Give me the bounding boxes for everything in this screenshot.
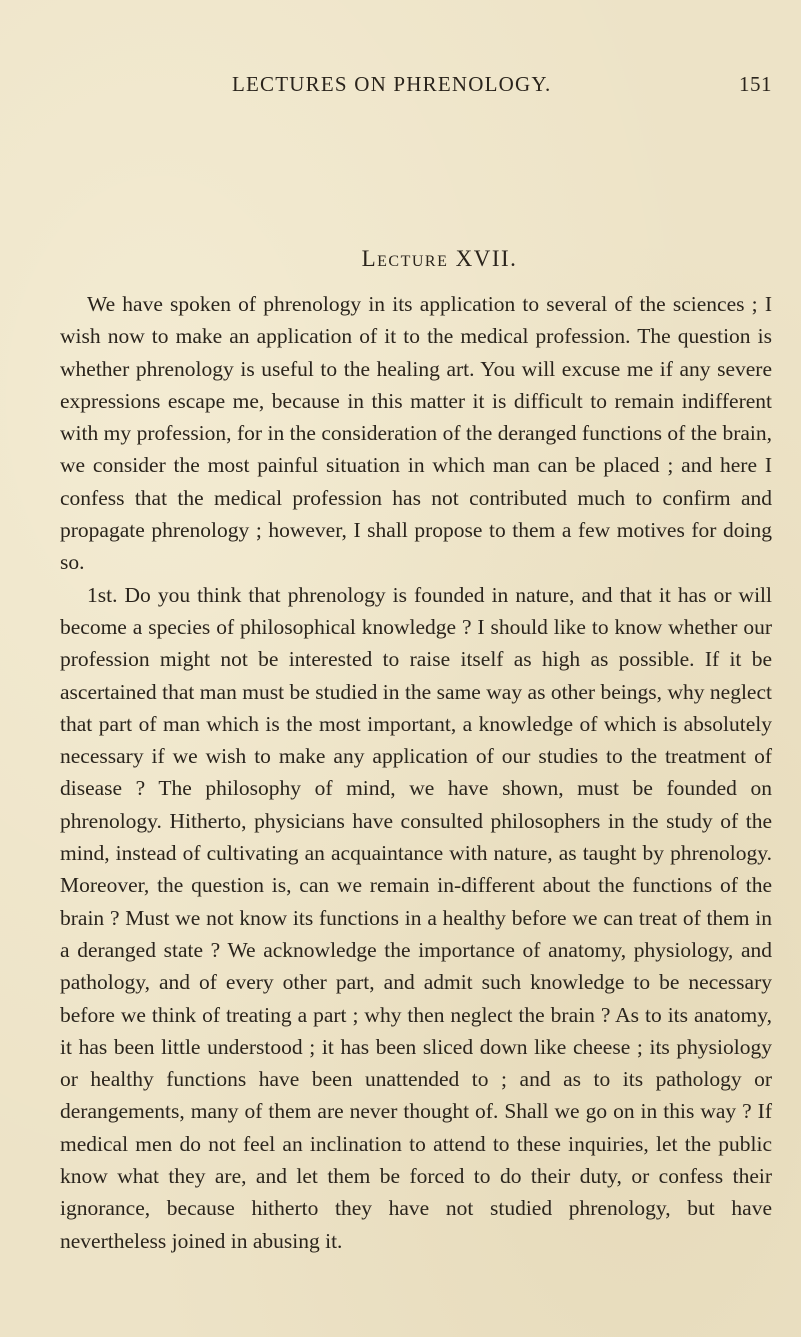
running-head-title: LECTURES ON PHRENOLOGY.	[232, 72, 552, 96]
lecture-heading	[0, 246, 801, 272]
paragraph-2: 1st. Do you think that phrenology is founded in nature, and that it has or will become a species of philosophical knowledge ? I should like to know whether our profession might not be interested to raise itself as high as possible. If it be ascertained that man must be studied in the same way as other beings, why neglect that part of man which is the most important, a knowledge of which is absolutely necessary if we wish to make any application of our studies to the treatment of disease ? The philosophy of mind, we have shown, must be founded on phrenology. Hitherto, physicians have consulted philosophers in the study of the mind, instead of cultivating an acquaintance with nature, as taught by phrenology. Moreover, the question is, can we remain in-different about the functions of the brain ? Must we not know its functions in a healthy before we can treat of them in a deranged state ? We acknowledge the importance of anatomy, physiology, and pathology, and of every other part, and admit such knowledge to be necessary before we think of treating a part ; why then neglect the brain ? As to its anatomy, it has been little understood ; it has been sliced down like cheese ; its physiology or healthy functions have been unattended to ; and as to its pathology or derangements, many of them are never thought of. Shall we go on in this way ? If medical men do not feel an inclination to attend to these inquiries, let the public know what they are, and let them be forced to do their duty, or confess their ignorance, because hitherto they have not studied phrenology, but have nevertheless joined in abusing it.	[60, 582, 772, 1253]
page-number: 151	[739, 72, 772, 96]
body-text	[60, 288, 772, 1257]
running-head	[232, 72, 772, 102]
paragraph-1: We have spoken of phrenology in its application to several of the sciences ; I wish now to make an application of it to the medical profession. The question is whether phrenology is useful to the healing art. You will excuse me if any severe expressions escape me, because in this matter it is difficult to remain indifferent with my profession, for in the consideration of the deranged functions of the brain, we consider the most painful situation in which man can be placed ; and here I confess that the medical profession has not contributed much to confirm and propagate phrenology ; however, I shall propose to them a few motives for doing so.	[60, 292, 772, 575]
lecture-heading-text: Lecture XVII.	[361, 246, 518, 271]
